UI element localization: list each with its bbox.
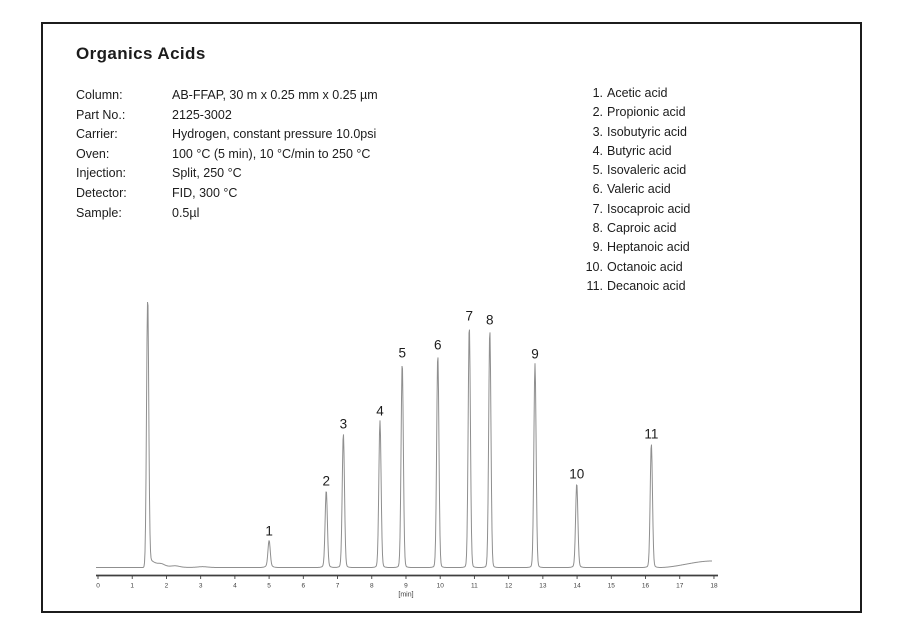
x-axis-tick-label: 14: [573, 582, 581, 590]
x-axis-tick-label: 11: [471, 582, 478, 590]
legend-item-name: Octanoic acid: [607, 259, 683, 274]
peak-number-label: 1: [265, 523, 273, 539]
x-axis-tick-label: 1: [130, 582, 135, 590]
peak-number-label: 11: [644, 426, 659, 442]
chromatogram-trace: [96, 302, 712, 567]
method-value: Split, 250 °C: [172, 166, 242, 181]
x-axis-tick-label: 2: [164, 582, 169, 590]
legend-item-name: Decanoic acid: [607, 278, 686, 293]
legend-item-name: Isocaproic acid: [607, 201, 691, 216]
method-label: Column:: [76, 88, 123, 102]
x-axis-tick-label: 18: [710, 582, 718, 590]
method-value: FID, 300 °C: [172, 185, 238, 200]
legend-item-number: 8.: [592, 221, 603, 236]
method-label: Carrier:: [76, 127, 118, 142]
x-axis-tick-label: 13: [539, 582, 547, 590]
x-axis-unit-label: [min]: [398, 591, 414, 599]
peak-number-label: 10: [569, 466, 585, 482]
method-value: 0.5µl: [172, 205, 200, 220]
legend-item-number: 9.: [592, 240, 603, 255]
method-value: 2125-3002: [172, 107, 232, 122]
method-value: 100 °C (5 min), 10 °C/min to 250 °C: [172, 146, 371, 161]
method-value: AB-FFAP, 30 m x 0.25 mm x 0.25 µm: [172, 88, 378, 102]
peak-number-label: 3: [339, 416, 348, 432]
method-label: Sample:: [76, 205, 122, 220]
method-label: Injection:: [76, 166, 127, 181]
x-axis-tick-label: 7: [335, 582, 340, 590]
x-axis-tick-label: 12: [505, 582, 513, 590]
x-axis-tick-label: 4: [233, 582, 237, 590]
peak-number-label: 4: [376, 403, 384, 419]
x-axis-tick-label: 3: [198, 582, 203, 590]
legend-item-number: 4.: [592, 143, 603, 158]
legend-item-name: Propionic acid: [607, 105, 686, 120]
legend-item-name: Heptanoic acid: [607, 240, 690, 255]
legend-item-name: Isobutyric acid: [607, 124, 687, 139]
x-axis-tick-label: 16: [641, 582, 650, 590]
legend-item-number: 1.: [592, 86, 603, 100]
method-label: Detector:: [76, 185, 127, 200]
x-axis-tick-label: 0: [96, 582, 100, 590]
x-axis-tick-label: 15: [607, 582, 615, 590]
legend-item-number: 6.: [592, 182, 603, 197]
x-axis-tick-label: 17: [676, 582, 684, 590]
peak-number-label: 9: [531, 346, 539, 362]
peak-number-label: 5: [398, 345, 406, 361]
x-axis-tick-label: 6: [301, 582, 306, 590]
peak-number-label: 6: [434, 337, 442, 353]
legend-item-name: Caproic acid: [607, 221, 677, 236]
x-axis-tick-label: 8: [369, 582, 374, 590]
legend-item-number: 3.: [592, 124, 603, 139]
legend-item-number: 10.: [585, 259, 603, 274]
legend-item-number: 7.: [592, 201, 603, 216]
x-axis-tick-label: 5: [267, 582, 271, 590]
legend-item-name: Valeric acid: [607, 182, 671, 197]
peak-number-label: 8: [486, 312, 494, 328]
legend-item-name: Isovaleric acid: [607, 163, 687, 178]
method-value: Hydrogen, constant pressure 10.0psi: [172, 127, 377, 142]
legend-item-number: 11.: [586, 278, 603, 293]
method-label: Oven:: [76, 146, 110, 161]
legend-item-number: 2.: [592, 105, 603, 120]
x-axis-tick-label: 9: [404, 582, 408, 590]
peak-number-label: 7: [465, 308, 474, 324]
method-label: Part No.:: [76, 107, 126, 122]
legend-item-number: 5.: [592, 163, 603, 178]
x-axis-tick-label: 10: [436, 582, 444, 590]
page-title: Organics Acids: [76, 44, 206, 63]
peak-number-label: 2: [322, 473, 331, 489]
legend-item-name: Butyric acid: [607, 143, 672, 158]
legend-item-name: Acetic acid: [607, 86, 668, 100]
